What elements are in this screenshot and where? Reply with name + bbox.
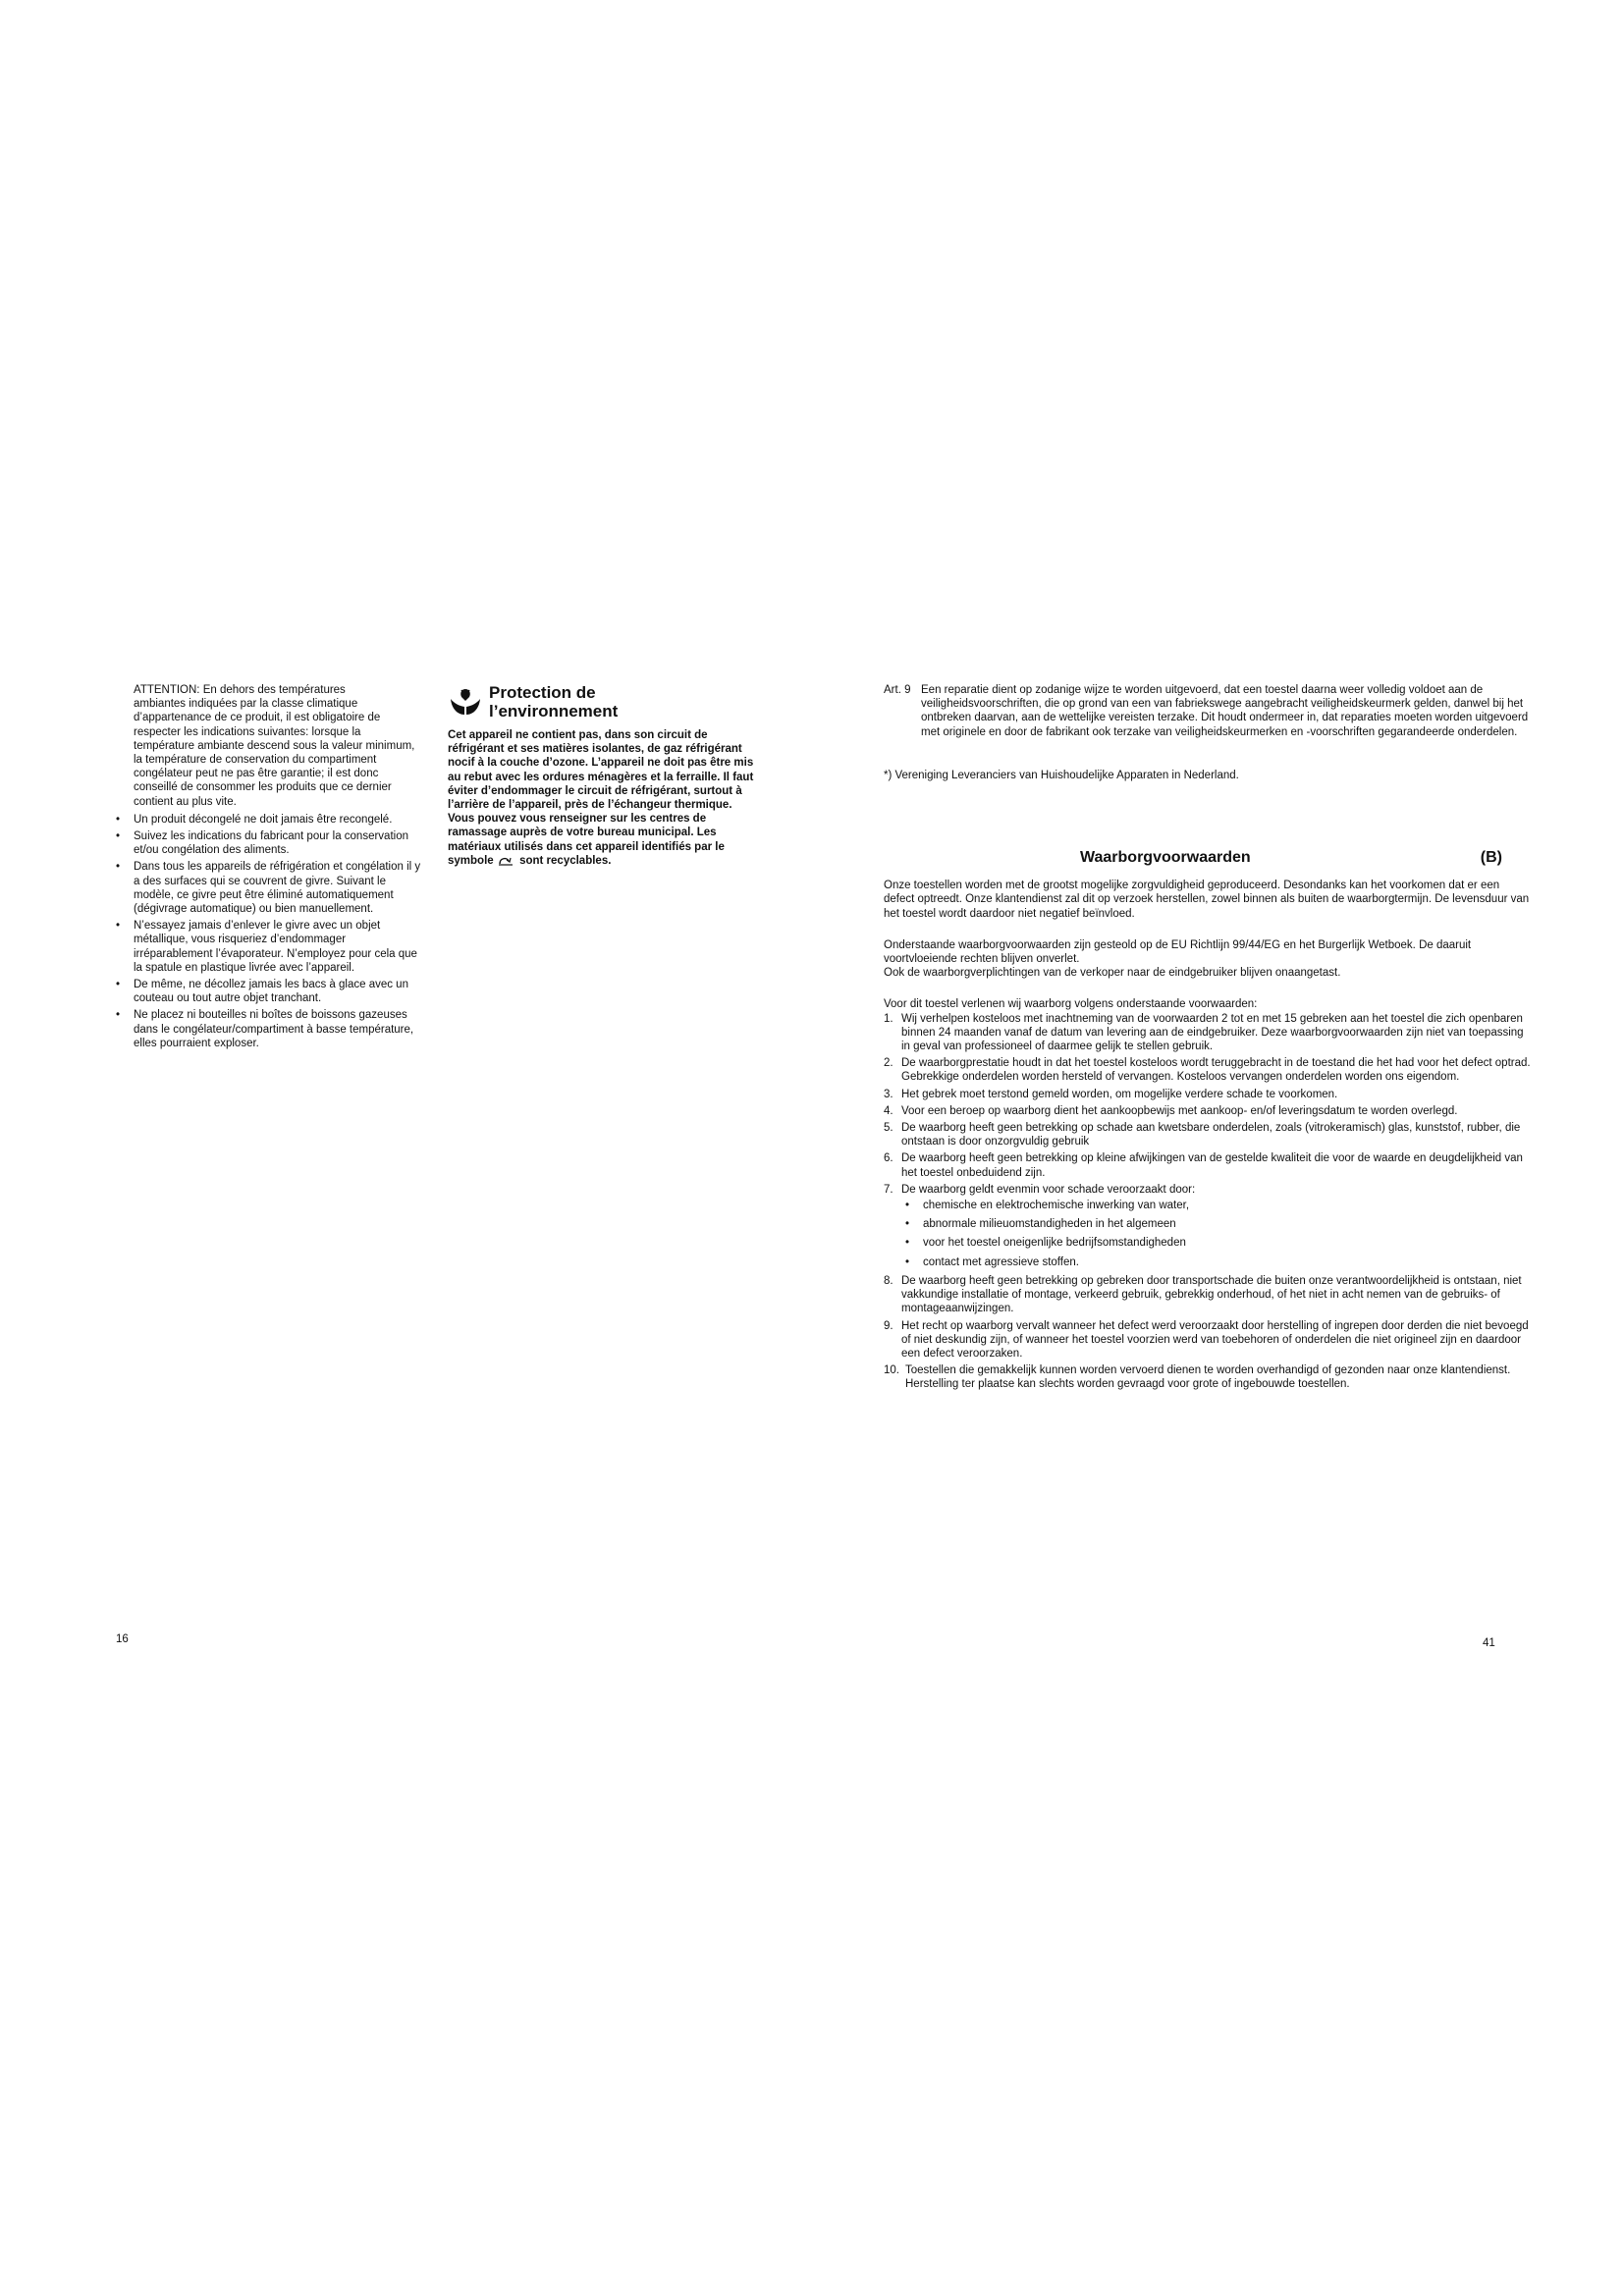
warranty-heading: Waarborgvoorwaarden [1080, 849, 1251, 867]
warranty-conditions-list [884, 1012, 1532, 1392]
bullet-icon: • [116, 830, 121, 843]
bullet-icon: • [116, 979, 121, 991]
item-number: 4. [884, 1104, 893, 1117]
item-number: 2. [884, 1057, 893, 1070]
bullet-icon: • [116, 920, 121, 933]
item-number: 8. [884, 1274, 893, 1287]
bullet-text: De même, ne décollez jamais les bacs à glace avec un couteau ou tout autre objet tranchant. [134, 979, 408, 1005]
bullet-icon: • [116, 1009, 121, 1022]
sub-list-item [901, 1236, 1532, 1250]
list-item [884, 1088, 1532, 1101]
list-item [116, 829, 422, 857]
intro-paragraph-1: Onze toestellen worden met de grootst mogelijke zorgvuldigheid geproduceerd. Desondanks kan het voorkomen dat er een defect optreedt. Onze klantendienst zal dit op verzoek herstellen, zowel binnen als buiten de waarborgtermijn. De levensduur van het toestel wordt daardoor niet negatief beïnvloed. [884, 880, 1530, 920]
list-item [116, 1008, 422, 1050]
right-column-warranty [884, 683, 1532, 1395]
sub-item-text: abnormale milieuomstandigheden in het algemeen [923, 1218, 1176, 1231]
left-column-safety [116, 683, 422, 1053]
environment-leaf-icon [448, 685, 483, 721]
item-text: Toestellen die gemakkelijk kunnen worden vervoerd dienen te worden overhandigd of gezonden naar onze klantendienst. Herstelling ter plaatse kan slechts worden gevraagd voor grote of ingebouwde toestellen. [905, 1364, 1511, 1391]
environment-text [448, 728, 754, 868]
item-text: De waarborg heeft geen betrekking op schade aan kwetsbare onderdelen, zoals (vitrokeramisch) glas, kunststof, rubber, die ontstaan is door onzorgvuldig gebruik [901, 1122, 1521, 1148]
item-number: 6. [884, 1152, 893, 1165]
list-item [116, 860, 422, 916]
environment-title-line-2: l’environnement [489, 702, 619, 721]
item-text: Voor een beroep op waarborg dient het aankoopbewijs met aankoop- en/of leveringsdatum te worden overlegd. [901, 1104, 1458, 1117]
item-number: 9. [884, 1319, 893, 1332]
bullet-text: Ne placez ni bouteilles ni boîtes de boissons gazeuses dans le congélateur/compartiment à basse température, elles pourraient exploser. [134, 1009, 414, 1049]
item-text: De waarborg heeft geen betrekking op gebreken door transportschade die buiten onze verantwoordelijkheid is ontstaan, niet vakkundige installatie of montage, verkeerd gebruik, gebrekkig onderhoud, of het niet in acht nemen van de gebruiks- of montageaanwijzingen. [901, 1274, 1522, 1315]
list-item [116, 978, 422, 1005]
item-number: 10. [884, 1364, 899, 1377]
item-text: Wij verhelpen kosteloos met inachtneming van de voorwaarden 2 tot en met 15 gebreken aan het toestel die zich openbaren binnen 24 maanden vanaf de datum van levering aan de eindgebruiker. Deze waarborgvoorwaarden zijn niet van toepassing in geval van professioneel of daarmee gelijk te stellen gebruik. [901, 1012, 1524, 1053]
bullet-icon: • [905, 1200, 910, 1212]
item-text: Het recht op waarborg vervalt wanneer het defect werd veroorzaakt door herstelling of ingrepen door derden die niet bevoegd of niet deskundig zijn, of wanneer het toestel voorzien werd van toebehoren of onderdelen die niet origineel zijn en daardoor een defect veroorzaken. [901, 1319, 1529, 1360]
bullet-icon: • [116, 861, 121, 874]
article-label: Art. 9 [884, 684, 911, 696]
bullet-icon: • [905, 1237, 910, 1250]
list-item [884, 1121, 1532, 1148]
left-column-environment [448, 683, 754, 868]
environment-heading [448, 683, 754, 721]
bullet-text: Un produit décongelé ne doit jamais être recongelé. [134, 813, 393, 826]
attention-first-line: ATTENTION: En dehors des températures [134, 684, 346, 696]
safety-bullet-list [116, 813, 422, 1050]
list-item [116, 919, 422, 975]
sub-list-item [901, 1255, 1532, 1269]
list-item [884, 1319, 1532, 1362]
bullet-text: Dans tous les appareils de réfrigération et congélation il y a des surfaces qui se couvrent de givre. Suivant le modèle, ce givre peut être éliminé automatiquement (dégivrage automatique) ou bien manuellement. [134, 861, 421, 916]
recycle-symbol-icon [497, 855, 516, 867]
bullet-text: Suivez les indications du fabricant pour la conservation et/ou congélation des aliments. [134, 830, 408, 857]
bullet-icon: • [905, 1218, 910, 1231]
attention-text: ambiantes indiquées par la classe climatique d’appartenance de ce produit, il est obligatoire de respecter les indications suivantes: lorsque la température ambiante descend sous la valeur minimum, la température de conservation du compartiment congélateur peut ne pas être garantie; il est donc conseillé de consommer les produits que ce dernier contient au plus vite. [134, 698, 415, 808]
bullet-icon: • [905, 1255, 910, 1268]
intro-paragraph-2a: Onderstaande waarborgvoorwaarden zijn gesteold op de EU Richtlijn 99/44/EG en het Burgerlijk Wetboek. De daaruit voortvloeiende rechten blijven onverlet. [884, 938, 1472, 966]
intro-paragraph-3: Voor dit toestel verlenen wij waarborg volgens onderstaande voorwaarden: [884, 998, 1258, 1011]
item-number: 7. [884, 1183, 893, 1196]
sub-list-item [901, 1217, 1532, 1231]
sub-item-text: voor het toestel oneigenlijke bedrijfsomstandigheden [923, 1237, 1186, 1250]
item-text: De waarborg heeft geen betrekking op kleine afwijkingen van de gestelde kwaliteit die voor de waarde en deugdelijkheid van het toestel onbeduidend zijn. [901, 1152, 1523, 1179]
item-text: Het gebrek moet terstond gemeld worden, om mogelijke verdere schade te voorkomen. [901, 1088, 1338, 1100]
environment-text-end: sont recyclables. [519, 854, 612, 867]
list-item [884, 1012, 1532, 1054]
bullet-icon: • [116, 813, 121, 826]
item-text: De waarborg geldt evenmin voor schade veroorzaakt door: [901, 1183, 1196, 1196]
bullet-text: N’essayez jamais d’enlever le givre avec un objet métallique, vous risqueriez d’endommager irréparablement l’évaporateur. N’employez pour cela que la spatule en plastique livrée avec l’appareil. [134, 920, 417, 974]
list-item [884, 1056, 1532, 1084]
sub-list-item [901, 1199, 1532, 1212]
sub-item-text: contact met agressieve stoffen. [923, 1255, 1079, 1268]
item-number: 3. [884, 1088, 893, 1100]
list-item [116, 813, 422, 827]
list-item [884, 1183, 1532, 1269]
list-item [884, 1151, 1532, 1179]
article-9 [884, 683, 1532, 739]
list-item [884, 1104, 1532, 1118]
footnote: *) Vereniging Leveranciers van Huishoudelijke Apparaten in Nederland. [884, 769, 1239, 781]
list-item [884, 1363, 1532, 1391]
article-text: Een reparatie dient op zodanige wijze te worden uitgevoerd, dat een toestel daarna weer volledig voldoet aan de veiligheidsvoorschriften, die op grond van een van fabriekswege aangebracht veiligheidskeurmerk gelden, danwel bij het ontbreken daarvan, aan de wettelijke vereisten terzake. Dit houdt ondermeer in, dat reparaties moeten worden uitgevoerd met originele en door de fabrikant ook terzake van veiligheidskeurmerken en -voorschriften gegarandeerde onderdelen. [921, 684, 1529, 738]
damage-causes-list [901, 1199, 1532, 1269]
page-number-right: 41 [1483, 1637, 1495, 1649]
item-text: De waarborgprestatie houdt in dat het toestel kosteloos wordt teruggebracht in de toestand die het had voor het defect optrad. Gebrekkige onderdelen worden hersteld of vervangen. Kosteloos vervangen onderdelen worden ons eigendom. [901, 1057, 1531, 1084]
country-code: (B) [1480, 849, 1502, 867]
list-item [884, 1274, 1532, 1316]
environment-text-body: Cet appareil ne contient pas, dans son circuit de réfrigérant et ses matières isolantes, de gaz réfrigérant nocif à la couche d’ozone. L’appareil ne doit pas être mis au rebut avec les ordures ménagères et la ferraille. Il faut éviter d’endommager le circuit de réfrigérant, surtout à l’arrière de l’appareil, près de l’échangeur thermique. Vous pouvez vous renseigner sur les centres de ramassage auprès de votre bureau municipal. Les matériaux utilisés dans cet appareil identifiés par le symbole [448, 729, 754, 867]
item-number: 1. [884, 1012, 893, 1025]
warranty-heading-row [884, 851, 1532, 865]
page-number-left: 16 [116, 1633, 129, 1645]
sub-item-text: chemische en elektrochemische inwerking van water, [923, 1200, 1190, 1212]
item-number: 5. [884, 1122, 893, 1135]
intro-paragraph-2b: Ook de waarborgverplichtingen van de verkoper naar de eindgebruiker blijven onaangetast. [884, 967, 1341, 980]
environment-title-line-1: Protection de [489, 683, 596, 702]
